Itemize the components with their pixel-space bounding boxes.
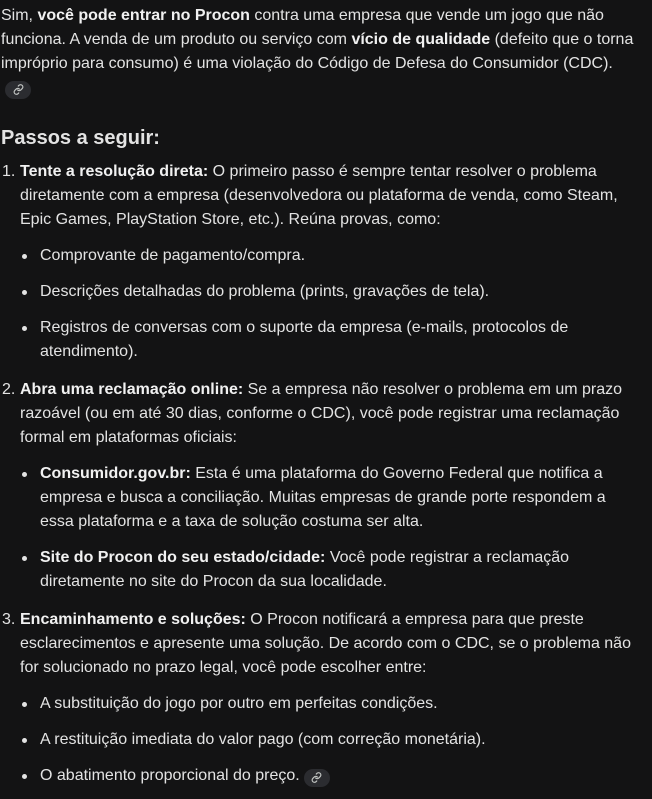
- link-icon: [311, 772, 322, 783]
- step-item: [0, 608, 652, 788]
- step-description: O primeiro passo é sempre tentar resolver o problema diretamente com a empresa (desenvolvedora ou plataforma de venda, como Steam, Epic Games, PlayStation Store, etc.). Reúna provas, como:: [20, 163, 618, 228]
- step-text: [20, 608, 640, 680]
- step-title: Tente a resolução direta:: [20, 163, 209, 180]
- list-item-title: Consumidor.gov.br:: [40, 465, 191, 482]
- bullet-icon: [22, 326, 27, 331]
- list-item-text: Registros de conversas com o suporte da empresa (e-mails, protocolos de atendimento).: [40, 319, 569, 360]
- list-item: [20, 546, 640, 594]
- step-number: 2.: [2, 381, 16, 398]
- intro-text: contra uma empresa que vende um jogo que não funciona. A venda de um produto ou serviço com: [1, 7, 604, 48]
- list-item: [20, 244, 640, 268]
- step-number: 1.: [2, 163, 16, 180]
- intro-bold-text: vício de qualidade: [351, 31, 491, 48]
- list-item-text: Comprovante de pagamento/compra.: [40, 247, 306, 264]
- list-item: [20, 462, 640, 534]
- bullet-icon: [22, 702, 27, 707]
- list-item-text: O abatimento proporcional do preço.: [40, 767, 300, 784]
- step-sublist: [20, 462, 640, 594]
- step-sublist: [20, 244, 640, 364]
- list-item-text: Você pode registrar a reclamação diretamente no site do Procon da sua localidade.: [40, 549, 570, 590]
- list-item: [20, 692, 640, 716]
- step-text: [20, 378, 640, 450]
- step-item: [0, 378, 652, 594]
- step-sublist: [20, 692, 640, 788]
- steps-list: [0, 160, 652, 788]
- list-item-title: Site do Procon do seu estado/cidade:: [40, 549, 326, 566]
- source-link-button[interactable]: [304, 769, 330, 787]
- list-item: [20, 764, 640, 788]
- list-item-text: Esta é uma plataforma do Governo Federal que notifica a empresa e busca a conciliação. Muitas empresas de grande porte respondem a essa plataforma e a taxa de solução costuma ser alta.: [40, 465, 606, 530]
- bullet-icon: [22, 556, 27, 561]
- list-item: [20, 728, 640, 752]
- step-description: O Procon notificará a empresa para que preste esclarecimentos e apresente uma solução. De acordo com o CDC, se o problema não for solucionado no prazo legal, você pode escolher entre:: [20, 611, 631, 676]
- intro-paragraph: [0, 4, 652, 100]
- step-item: [0, 160, 652, 364]
- bullet-icon: [22, 290, 27, 295]
- intro-text: (defeito que o torna impróprio para consumo) é uma violação do Código de Defesa do Consumidor (CDC).: [1, 31, 634, 72]
- step-title: Abra uma reclamação online:: [20, 381, 244, 398]
- step-text: [20, 160, 640, 232]
- source-link-button[interactable]: [5, 81, 31, 99]
- list-item-text: A substituição do jogo por outro em perfeitas condições.: [40, 695, 438, 712]
- step-description: Se a empresa não resolver o problema em um prazo razoável (ou em até 30 dias, conforme o CDC), você pode registrar uma reclamação formal em plataformas oficiais:: [20, 381, 623, 446]
- list-item: [20, 316, 640, 364]
- bullet-icon: [22, 738, 27, 743]
- bullet-icon: [22, 774, 27, 779]
- intro-bold-text: você pode entrar no Procon: [37, 7, 250, 24]
- step-number: 3.: [2, 611, 16, 628]
- link-icon: [13, 84, 24, 95]
- bullet-icon: [22, 472, 27, 477]
- step-title: Encaminhamento e soluções:: [20, 611, 246, 628]
- list-item: [20, 280, 640, 304]
- list-item-text: Descrições detalhadas do problema (prints, gravações de tela).: [40, 283, 490, 300]
- intro-text: Sim,: [1, 7, 38, 24]
- list-item-text: A restituição imediata do valor pago (com correção monetária).: [40, 731, 486, 748]
- bullet-icon: [22, 254, 27, 259]
- section-title: Passos a seguir:: [1, 127, 160, 149]
